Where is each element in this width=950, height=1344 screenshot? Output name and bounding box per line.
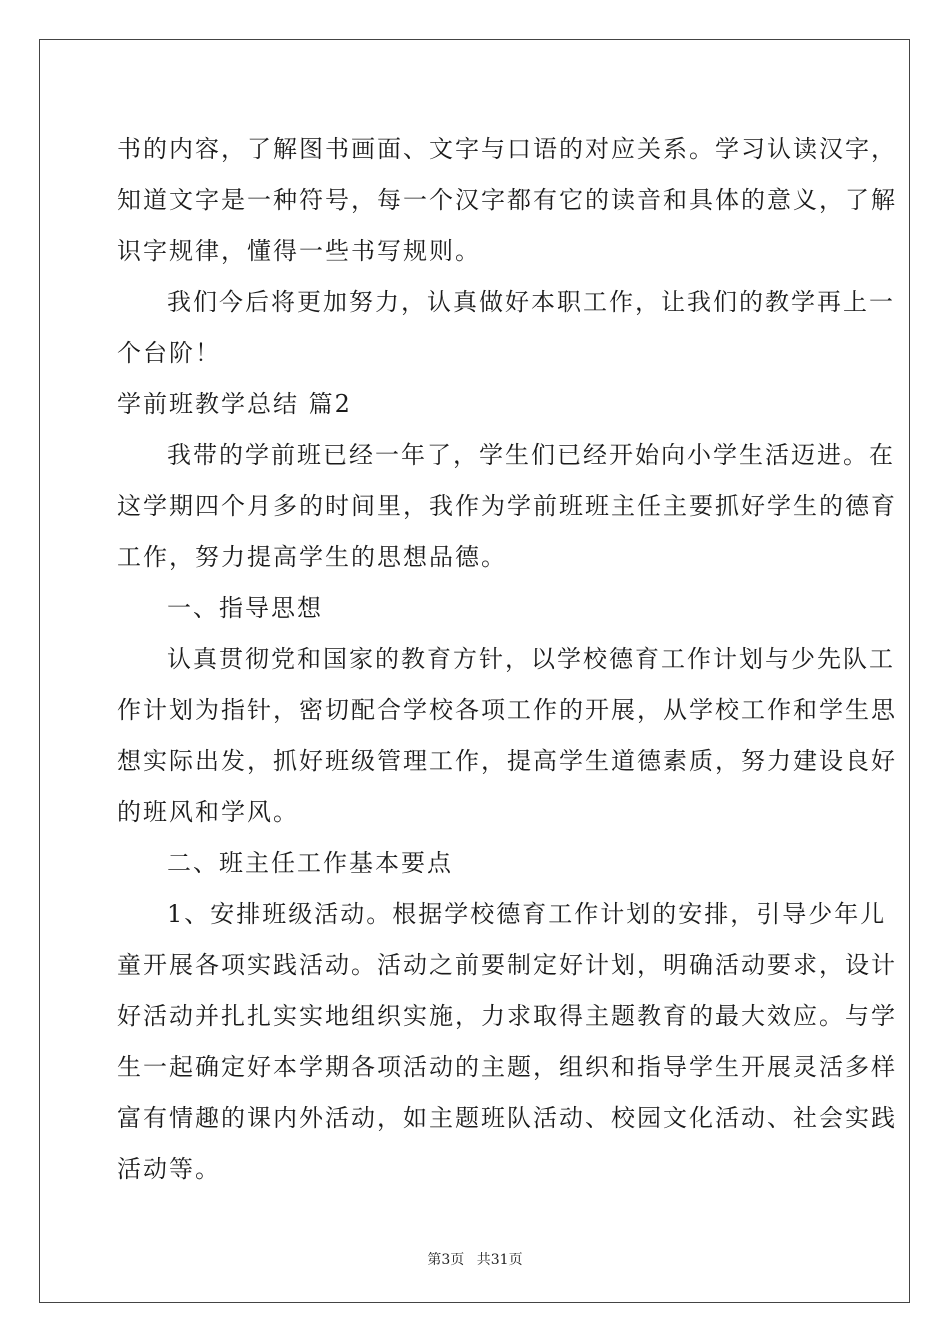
- subsection-heading: 二、班主任工作基本要点: [167, 849, 453, 877]
- paragraph-line: 想实际出发，抓好班级管理工作，提高学生道德素质，努力建设良好: [117, 747, 897, 775]
- paragraph-line: 我带的学前班已经一年了，学生们已经开始向小学生活迈进。在: [167, 441, 895, 469]
- subsection-heading: 一、指导思想: [167, 594, 323, 622]
- paragraph-line: 生一起确定好本学期各项活动的主题，组织和指导学生开展灵活多样: [117, 1053, 897, 1081]
- section-heading: 学前班教学总结 篇2: [117, 390, 352, 418]
- paragraph-line: 认真贯彻党和国家的教育方针，以学校德育工作计划与少先队工: [167, 645, 895, 673]
- page-footer: [0, 1249, 950, 1269]
- paragraph-line: 作计划为指针，密切配合学校各项工作的开展，从学校工作和学生思: [117, 696, 897, 724]
- page-number: 第3页: [427, 1252, 465, 1268]
- document-body: [117, 124, 897, 1195]
- paragraph-line: 活动等。: [117, 1155, 221, 1183]
- paragraph-line: 工作，努力提高学生的思想品德。: [117, 543, 507, 571]
- paragraph-line: 这学期四个月多的时间里，我作为学前班班主任主要抓好学生的德育: [117, 492, 897, 520]
- paragraph-line: 好活动并扎扎实实地组织实施，力求取得主题教育的最大效应。与学: [117, 1002, 897, 1030]
- paragraph-line: 个台阶！: [117, 339, 221, 367]
- paragraph-line: 富有情趣的课内外活动，如主题班队活动、校园文化活动、社会实践: [117, 1104, 897, 1132]
- paragraph-line: 我们今后将更加努力，认真做好本职工作，让我们的教学再上一: [167, 288, 895, 316]
- paragraph-line: 书的内容，了解图书画面、文字与口语的对应关系。学习认读汉字，: [117, 135, 897, 163]
- paragraph-line: 1、安排班级活动。根据学校德育工作计划的安排，引导少年儿: [167, 900, 887, 928]
- paragraph-line: 的班风和学风。: [117, 798, 299, 826]
- paragraph-line: 知道文字是一种符号，每一个汉字都有它的读音和具体的意义，了解: [117, 186, 897, 214]
- paragraph-line: 识字规律，懂得一些书写规则。: [117, 237, 481, 265]
- page-total: 共31页: [476, 1252, 523, 1268]
- paragraph-line: 童开展各项实践活动。活动之前要制定好计划，明确活动要求，设计: [117, 951, 897, 979]
